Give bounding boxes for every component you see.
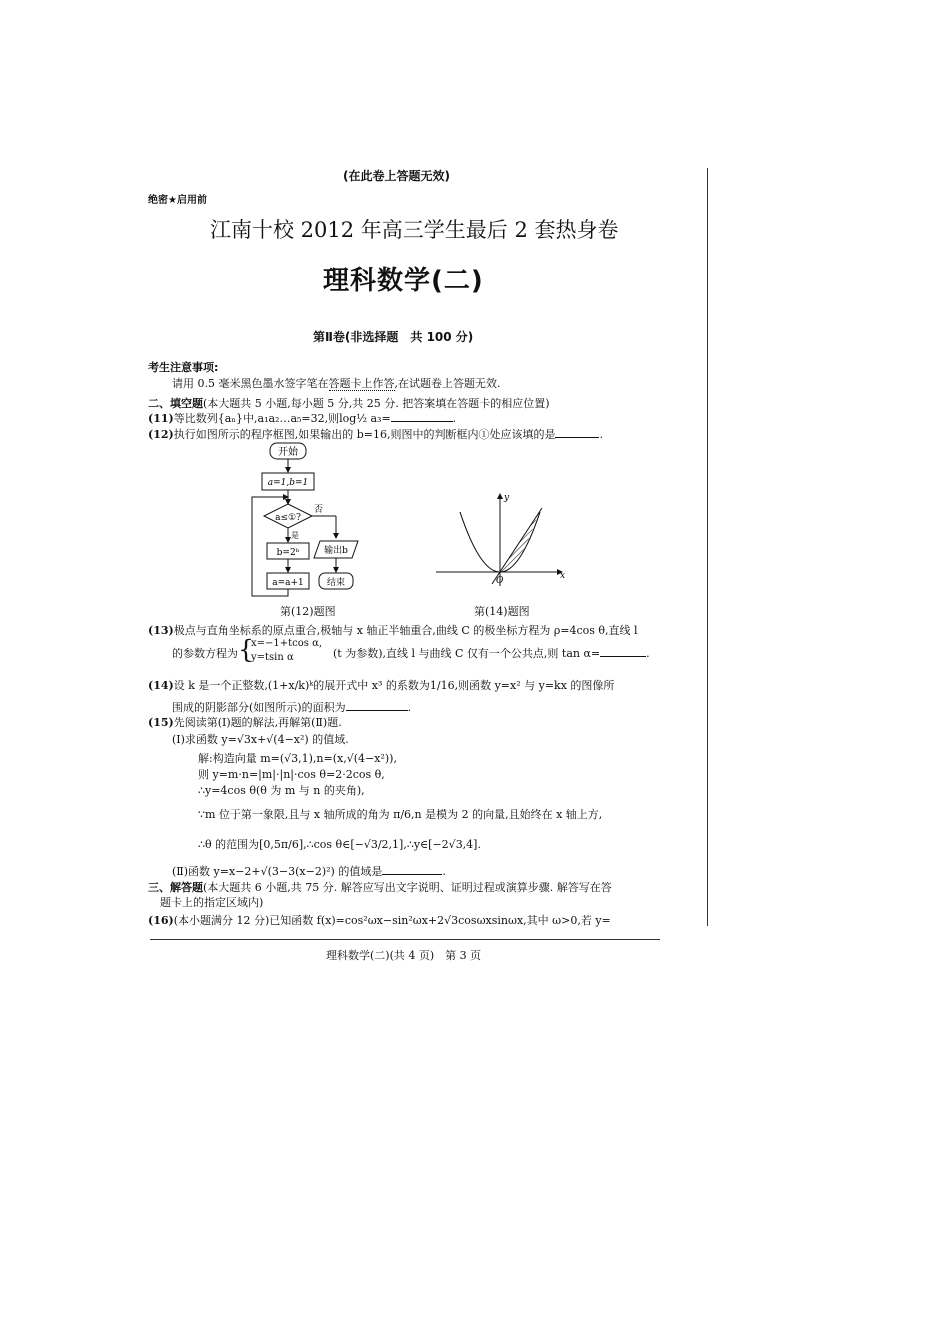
question-16: (16)(本小题满分 12 分)已知函数 f(x)=cos²ωx−sin²ωx+2√3cosωxsinωx,其中 ω>0,若 y= bbox=[148, 914, 611, 927]
question-15-intro: (15)先阅读第(Ⅰ)题的解法,再解第(Ⅱ)题. bbox=[148, 716, 342, 729]
question-13-line2-b: (t 为参数),直线 l 与曲线 C 仅有一个公共点,则 tan α= . bbox=[333, 647, 650, 660]
param-system: x=−1+tcos α, y=tsin α bbox=[251, 638, 323, 663]
caption-q14: 第(14)题图 bbox=[474, 605, 530, 618]
header-notice: (在此卷上答题无效) bbox=[343, 169, 450, 183]
graph-x-label: x bbox=[560, 571, 566, 581]
q15-solution-2: 则 y=m·n=|m|·|n|·cos θ=2·2cos θ, bbox=[198, 768, 385, 781]
flow-assign: b=2ᵇ bbox=[276, 548, 300, 558]
parabola-graph bbox=[430, 490, 570, 590]
subject-title: 理科数学(二) bbox=[323, 266, 484, 296]
brace: { bbox=[238, 635, 254, 664]
q15-solution-1: 解:构造向量 m=(√3,1),n=(x,√(4−x²)), bbox=[198, 752, 397, 765]
graph-origin: O bbox=[496, 576, 504, 586]
section3-header: 三、解答题(本大题共 6 小题,共 75 分. 解答应写出文字说明、证明过程或演算步骤. 解答写在答 bbox=[148, 881, 612, 894]
q15-solution-3: ∴y=4cos θ(θ 为 m 与 n 的夹角), bbox=[198, 784, 365, 797]
flow-output: 输出b bbox=[324, 546, 348, 556]
flow-start: 开始 bbox=[278, 447, 298, 458]
section2-header: 二、填空题(本大题共 5 小题,每小题 5 分,共 25 分. 把答案填在答题卡的相应位置) bbox=[148, 397, 550, 410]
question-11: (11)等比数列{aₙ}中,a₁a₂…a₅=32,则log½ a₃= . bbox=[148, 412, 457, 425]
question-13-line1: (13)极点与直角坐标系的原点重合,极轴与 x 轴正半轴重合,曲线 C 的极坐标方程为 ρ=4cos θ,直线 l bbox=[148, 624, 638, 637]
right-margin-rule bbox=[707, 168, 708, 926]
caption-q12: 第(12)题图 bbox=[280, 605, 336, 618]
graph-y-label: y bbox=[504, 493, 510, 503]
section3-line2: 题卡上的指定区域内) bbox=[160, 896, 264, 909]
q15-solution-5: ∴θ 的范围为[0,5π/6],∴cos θ∈[−√3/2,1],∴y∈[−2√3,4]. bbox=[198, 838, 481, 851]
volume-title: 第Ⅱ卷(非选择题 共 100 分) bbox=[313, 330, 474, 344]
question-13-line2-a: 的参数方程为 bbox=[172, 647, 238, 660]
flowchart-diagram bbox=[240, 440, 380, 610]
notice-text: 请用 0.5 毫米黑色墨水签字笔在答题卡上作答,在试题卷上答题无效. bbox=[172, 377, 501, 390]
question-14-line2: 围成的阴影部分(如图所示)的面积为 . bbox=[172, 701, 412, 714]
notice-heading: 考生注意事项: bbox=[148, 361, 219, 374]
exam-title: 江南十校 2012 年高三学生最后 2 套热身卷 bbox=[210, 218, 619, 242]
page-footer: 理科数学(二)(共 4 页) 第 3 页 bbox=[326, 949, 482, 962]
secret-mark: 绝密★启用前 bbox=[148, 195, 207, 206]
q15-solution-4: ∵m 位于第一象限,且与 x 轴所成的角为 π/6,n 是模为 2 的向量,且始终在 x 轴上方, bbox=[198, 808, 603, 821]
flow-increment: a=a+1 bbox=[272, 578, 304, 588]
flow-yes-label: 是 bbox=[291, 531, 299, 540]
question-14-line1: (14)设 k 是一个正整数,(1+x/k)ᵏ的展开式中 x³ 的系数为1/16,则函数 y=x² 与 y=kx 的图像所 bbox=[148, 679, 615, 692]
q15-part1: (Ⅰ)求函数 y=√3x+√(4−x²) 的值域. bbox=[172, 733, 349, 746]
flow-condition: a≤①? bbox=[275, 513, 301, 523]
flow-no-label: 否 bbox=[314, 505, 324, 515]
footer-rule bbox=[150, 939, 660, 940]
flow-init: a=1,b=1 bbox=[267, 478, 309, 488]
flow-end: 结束 bbox=[326, 578, 346, 588]
question-12: (12)执行如图所示的程序框图,如果输出的 b=16,则图中的判断框内①处应该填的是 . bbox=[148, 428, 603, 441]
q15-part2: (Ⅱ)函数 y=x−2+√(3−3(x−2)²) 的值域是 . bbox=[172, 865, 446, 878]
